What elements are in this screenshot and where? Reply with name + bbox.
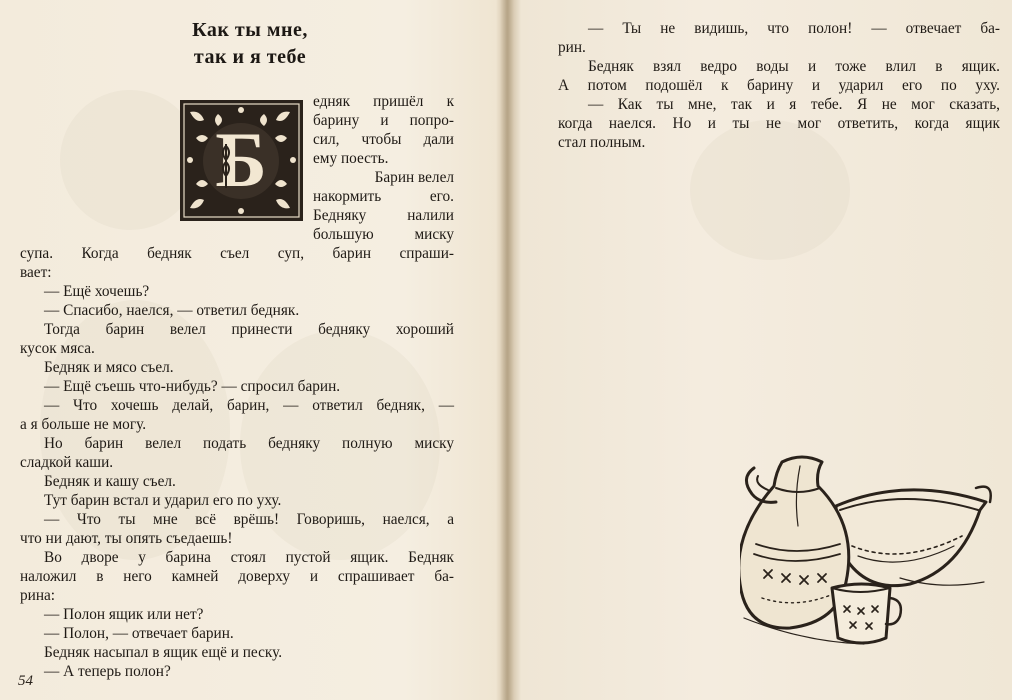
- text-line: — Ты не видишь, что полон! — отвечает ба-: [588, 20, 1000, 37]
- text-line: Но барин велел подать бедняку полную миску: [44, 435, 454, 452]
- pottery-illustration: [740, 448, 992, 658]
- text-line: кусок мяса.: [20, 340, 95, 357]
- dropcap-letter: Б: [215, 116, 267, 203]
- text-line: — Что хочешь делай, барин, — ответил бедняк, —: [44, 397, 454, 414]
- dropcap-ornament-image: [178, 98, 305, 223]
- text-line: супа. Когда бедняк съел суп, барин спраши-: [20, 245, 454, 262]
- text-line: сладкой каши.: [20, 454, 114, 471]
- text-line: барину и попро-: [313, 112, 454, 129]
- text-line: сил, чтобы дали: [313, 131, 454, 148]
- text-line: А потом подошёл к барину и ударил его по уху.: [558, 77, 1000, 94]
- story-title: [150, 17, 350, 71]
- text-line: Тогда барин велел принести бедняку хороший: [44, 321, 454, 338]
- title-line-2: так и я тебе: [193, 46, 307, 68]
- text-line: — Как ты мне, так и я тебе. Я не мог сказать,: [588, 96, 1000, 113]
- text-line: а я больше не могу.: [20, 416, 147, 433]
- text-line: накормить его.: [313, 188, 454, 205]
- text-line: вает:: [20, 264, 52, 281]
- text-line: Барин велел: [374, 169, 454, 186]
- text-line: стал полным.: [558, 134, 646, 151]
- text-line: наложил в него камней доверху и спрашивает ба-: [20, 568, 454, 585]
- text-line: Бедняку налили: [313, 207, 454, 224]
- text-line: — Полон ящик или нет?: [44, 606, 204, 623]
- text-line: Бедняк и мясо съел.: [44, 359, 174, 376]
- text-line: — Что ты мне всё врёшь! Говоришь, наелся, а: [44, 511, 454, 528]
- title-line-1: Как ты мне,: [192, 19, 308, 41]
- text-line: рин.: [558, 39, 586, 56]
- text-line: — Спасибо, наелся, — ответил бедняк.: [44, 302, 300, 319]
- text-line: когда наелся. Но и ты не мог ответить, когда ящик: [558, 115, 1000, 132]
- text-line: едняк пришёл к: [313, 93, 454, 110]
- text-line: ему поесть.: [313, 150, 389, 167]
- text-line: — Ещё съешь что-нибудь? — спросил барин.: [44, 378, 341, 395]
- text-line: Бедняк взял ведро воды и тоже влил в ящик.: [588, 58, 1000, 75]
- text-line: — А теперь полон?: [44, 663, 171, 680]
- text-line: рина:: [20, 587, 56, 604]
- pottery-illustration-image: [740, 448, 992, 658]
- text-line: Бедняк и кашу съел.: [44, 473, 176, 490]
- left-page: [0, 0, 502, 700]
- text-line: — Ещё хочешь?: [44, 283, 150, 300]
- text-line: Тут барин встал и ударил его по уху.: [44, 492, 282, 509]
- text-line: Бедняк насыпал в ящик ещё и песку.: [44, 644, 283, 661]
- page-number: 54: [18, 673, 33, 689]
- text-line: Во дворе у барина стоял пустой ящик. Бедняк: [44, 549, 454, 566]
- text-line: что ни дают, ты опять съедаешь!: [20, 530, 233, 547]
- dropcap-ornament: [178, 98, 305, 223]
- text-line: большую миску: [313, 226, 454, 243]
- text-line: — Полон, — отвечает барин.: [44, 625, 234, 642]
